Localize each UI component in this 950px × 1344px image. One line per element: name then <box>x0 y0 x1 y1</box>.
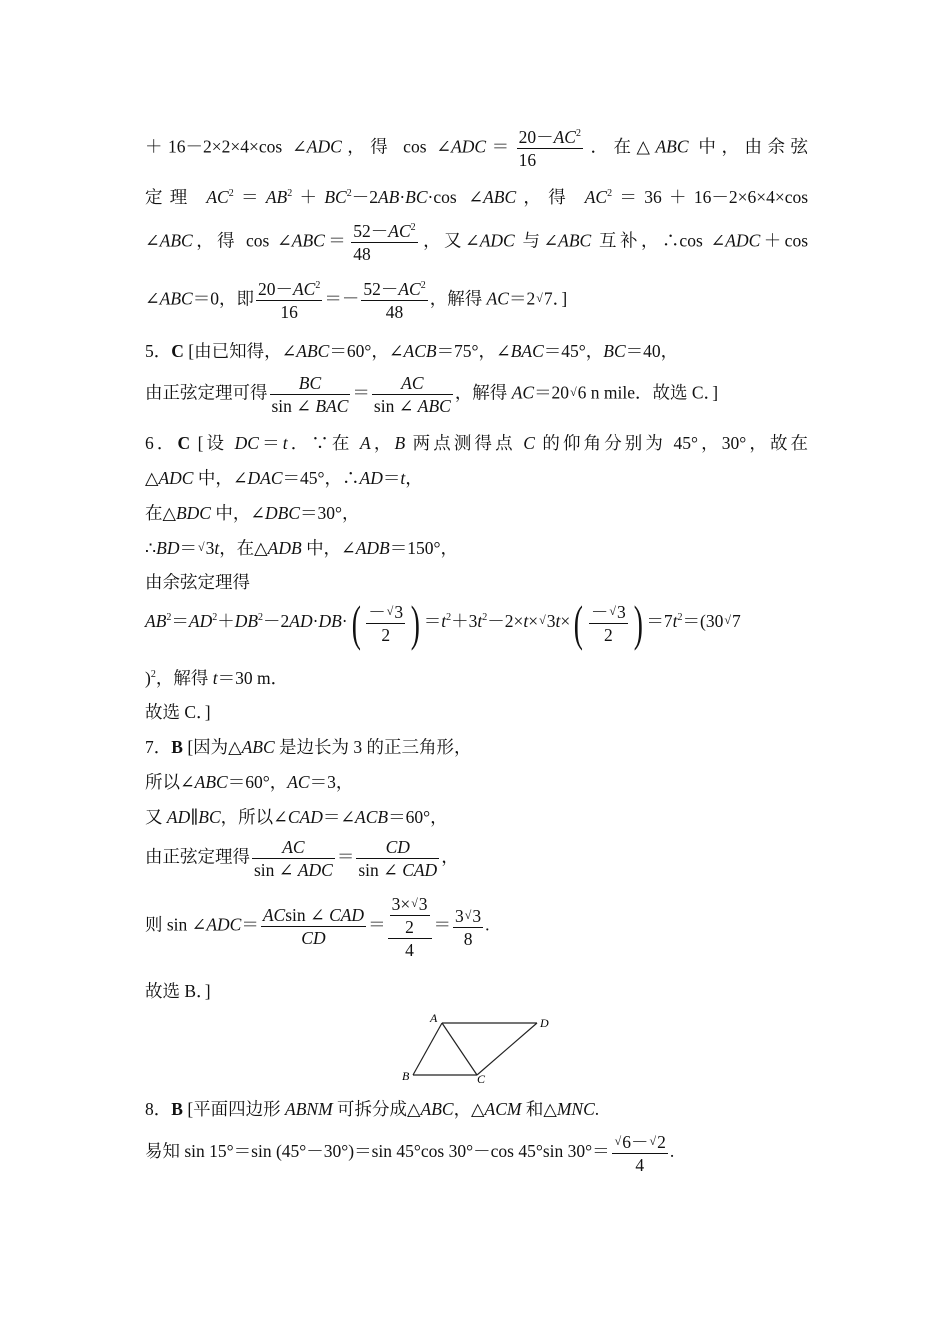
fraction: $\frac{BC}{\text{sin ∠ BAC}}$ <box>271 373 349 416</box>
fraction: $\frac{-√3}{2}$ <box>368 602 404 645</box>
radical-sign: √ <box>536 290 543 305</box>
p5-line-2: 由正弦定理可得 $\frac{BC}{\text{sin ∠ BAC}}$ ＝ $\frac{AC}{\text{sin ∠ ABC}}$ ，解得 AC＝20√6 n mile．故选 C．] <box>145 373 719 416</box>
answer-letter: B <box>171 1099 183 1119</box>
p6-line-5: 由余弦定理得 <box>145 572 250 592</box>
label-B: B <box>402 1069 410 1083</box>
segment-AB <box>413 1023 442 1075</box>
p6-line-1: 6．C [设 DC＝t．∵在 A，B 两点测得点 C 的仰角分别为 45°，30°，故在 <box>145 433 809 453</box>
p5-line-1: 5．C [由已知得，∠ABC＝60°，∠ACB＝75°，∠BAC＝45°，BC＝40， <box>145 341 679 361</box>
p6-line-4: ∴BD＝√3t，在△ADB 中，∠ADB＝150°， <box>145 538 459 558</box>
p4-line-1: ＋16－2×2×4×cos ∠ADC，得 cos ∠ADC＝ $\frac{20-AC^2}{16}$ ．在△ABC 中，由余弦 <box>145 127 808 170</box>
label-D: D <box>540 1016 549 1030</box>
fraction: $\frac{\text{ACsin ∠ CAD}}{CD}$ <box>262 905 365 948</box>
p4-line-3: ∠ABC，得 cos ∠ABC＝ $\frac{52-AC^2}{48}$ ，又∠ADC 与∠ABC 互补，∴cos ∠ADC＋cos <box>145 221 809 264</box>
p4-line-2: 定理 $AC^2=AB^2+BC^2-2AB\cdot BC\cdot\cos$ ∠ABC，得 $AC^2=36+16-2\times 6\times 4\times\cos$ <box>145 187 809 207</box>
p6-line-2: △ADC 中，∠DAC＝45°，∴AD＝t， <box>145 468 423 488</box>
radical-sign: √ <box>570 384 577 399</box>
radical-sign: √ <box>197 540 205 554</box>
answer-letter: C <box>171 341 184 361</box>
fraction: $\frac{AC}{\text{sin ∠ ABC}}$ <box>373 373 451 416</box>
fraction: $\frac{52-AC^2}{48}$ <box>363 279 426 322</box>
p7-line-1: 7．B [因为△ABC 是边长为 3 的正三角形， <box>145 737 472 757</box>
label-C: C <box>477 1072 486 1086</box>
segment-CD <box>477 1023 537 1075</box>
p8-line-2: 易知 sin 15°＝sin (45°－30°)＝sin 45°cos 30°－cos 45°sin 30°＝ $\frac{√6-√2}{4}$ . <box>145 1132 675 1175</box>
fraction: $\frac{20-AC^2}{16}$ <box>518 127 581 170</box>
label-A: A <box>430 1011 438 1025</box>
fraction: $\frac{20-AC^2}{16}$ <box>257 279 321 322</box>
answer-letter: B <box>171 737 183 757</box>
fraction: $\frac{√6-√2}{4}$ <box>612 1130 668 1176</box>
parallelogram-figure <box>395 1008 565 1088</box>
fraction: $\frac{CD}{\text{sin ∠ CAD}}$ <box>358 837 438 880</box>
p7-line-3: 又 AD∥BC，所以∠CAD＝∠ACB＝60°， <box>145 807 448 827</box>
fraction: $\frac{\frac{3\times√3}{2}}{4}$ <box>388 892 432 961</box>
fraction: $\frac{AC}{\text{sin ∠ ADC}}$ <box>254 837 333 880</box>
p6-line-7: )$^2$，解得 t＝30 m． <box>145 668 289 688</box>
p7-line-2: 所以∠ABC＝60°，AC＝3， <box>145 772 354 792</box>
p8-line-1: 8．B [平面四边形 ABNM 可拆分成△ABC，△ACM 和△MNC. <box>145 1099 600 1119</box>
answer-letter: C <box>177 433 191 453</box>
segment-AC <box>442 1023 477 1075</box>
p6-line-8: 故选 C．] <box>145 702 211 722</box>
p7-line-6: 故选 B．] <box>145 981 211 1001</box>
p7-line-4: 由正弦定理得 $\frac{AC}{\text{sin ∠ ADC}}$ ＝ $\frac{CD}{\text{sin ∠ CAD}}$ ， <box>145 837 459 880</box>
fraction: $\frac{-√3}{2}$ <box>590 602 626 645</box>
p7-line-5: 则 sin ∠ADC＝ $\frac{\text{ACsin ∠ CAD}}{CD}$ ＝ $\frac{\frac{3\times√3}{2}}{4}$ ＝ $\frac{3√3}{8}$ . <box>145 894 490 960</box>
p6-line-6: $AB^2=AD^2+DB^2-2AD\cdot DB\cdot$( $\frac{-√3}{2}$ ) $=t^2+3t^2-2\times t\times√3t\times$( $\frac{-√3}{2}$ ) $=7t^2=(30√7$ <box>145 595 741 651</box>
fraction: $\frac{3√3}{8}$ <box>455 905 482 949</box>
fraction: $\frac{52-AC^2}{48}$ <box>353 221 416 264</box>
p4-line-4: ∠ABC＝0，即 $\frac{20-AC^2}{16}$ ＝－ $\frac{52-AC^2}{48}$ ，解得 AC＝2√7．] <box>145 279 568 322</box>
p6-line-3: 在△BDC 中，∠DBC＝30°， <box>145 503 360 523</box>
